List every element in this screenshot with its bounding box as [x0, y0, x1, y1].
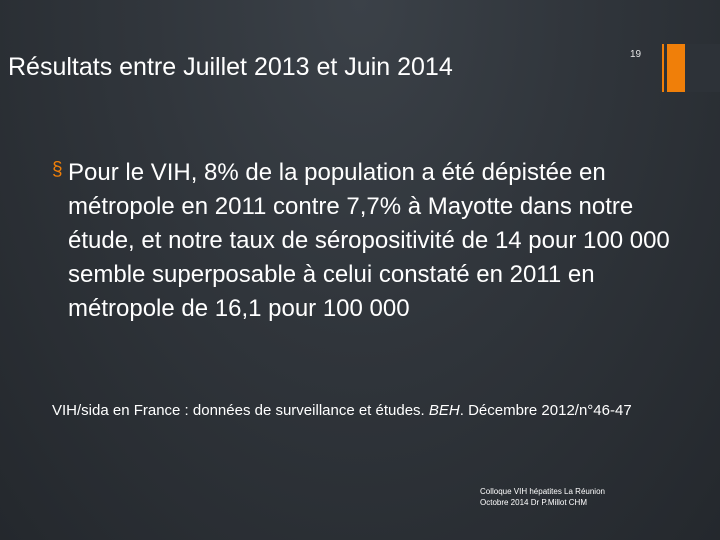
accent-bar-thin [662, 44, 664, 92]
bullet-point [52, 156, 672, 326]
footer-note [480, 486, 605, 508]
source-citation [52, 401, 632, 421]
source-journal: BEH [428, 402, 460, 419]
source-prefix: VIH/sida en France : données de surveillance et études. [52, 402, 429, 419]
source-suffix: . Décembre 2012/n°46-47 [459, 402, 632, 419]
bullet-marker-icon: § [52, 159, 63, 180]
footer-line-1: Colloque VIH hépatites La Réunion [480, 487, 605, 496]
footer-line-2: Octobre 2014 Dr P.Millot CHM [480, 498, 587, 507]
accent-bar-cutout [685, 44, 720, 92]
slide-number: 19 [630, 49, 642, 60]
bullet-text: Pour le VIH, 8% de la population a été dépistée en métropole en 2011 contre 7,7% à Mayotte dans notre étude, et notre taux de séropositivité de 14 pour 100 000 semble superposable à celui constaté en 2011 en métropole de 16,1 pour 100 000 [68, 159, 670, 322]
slide-title: Résultats entre Juillet 2013 et Juin 2014 [8, 53, 453, 81]
